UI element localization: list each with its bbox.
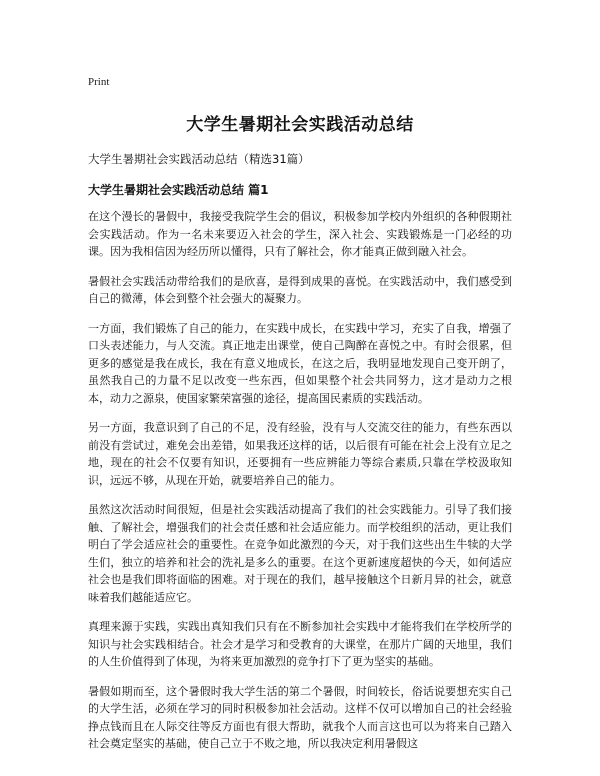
paragraph: 另一方面，我意识到了自己的不足，没有经验，没有与人交流交往的能力，有些东西以前没有尝试过，难免会出差错，如果我还这样的话，以后很有可能在社会上没有立足之地，现在的社会不仅要有知识，还要拥有一些应辨能力等综合素质,只靠在学校汲取知识，远远不够，从现在开始，就要培养自己的能力。 [88, 421, 512, 487]
paragraph: 在这个漫长的暑假中，我接受我院学生会的倡议，积极参加学校内外组织的各种假期社会实践活动。作为一名未来要迈入社会的学生，深入社会、实践锻炼是一门必经的功课。因为我相信因为经历所以懂得，只有了解社会，你才能真正做到融入社会。 [88, 210, 512, 258]
paragraph: 暑假如期而至，这个暑假时我大学生活的第二个暑假，时间较长，俗话说要想充实自己的大学生活，必须在学习的同时积极参加社会活动。这样不仅可以增加自己的社会经验挣点钱而且在人际交往等反方面也有很大帮助，就我个人而言这也可以为将来自己踏入社会奠定坚实的基础，使自己立于不败之地，所以我决定利用暑假这 [88, 684, 512, 750]
paragraph: 一方面，我们锻炼了自己的能力，在实践中成长，在实践中学习，充实了自我，增强了口头表述能力，与人交流。真正地走出课堂，使自己陶醉在喜悦之中。有时会很累，但更多的感觉是我在成长，我在有意义地成长，在这之后，我明显地发现自己变开朗了，虽然我自己的力量不足以改变一些东西，但如果整个社会共同努力，这才是动力之根本，动力之源泉，使国家繁荣富强的途径，提高国民素质的实践活动。 [88, 321, 512, 405]
print-link[interactable]: Print [88, 76, 110, 88]
paragraph: 真理来源于实践，实践出真知我们只有在不断参加社会实践中才能将我们在学校所学的知识与社会实践相结合。社会才是学习和受教育的大课堂，在那片广阔的天地里，我们的人生价值得到了体现，为将来更加激烈的竞争打下了更为坚实的基础。 [88, 620, 512, 668]
paragraph: 暑假社会实践活动带给我们的是欣喜，是得到成果的喜悦。在实践活动中，我们感受到自己的微薄，体会到整个社会强大的凝聚力。 [88, 274, 512, 305]
paragraph: 虽然这次活动时间很短，但是社会实践活动提高了我们的社会实践能力。引导了我们接触、了解社会，增强我们的社会责任感和社会适应能力。而学校组织的活动，更让我们明白了学会适应社会的重要性。在竞争如此激烈的今天，对于我们这些出生牛犊的大学生们，独立的培养和社会的洗礼是多么的重要。在这个更新速度超快的今天，如何适应社会也是我们即将面临的困难。对于现在的我们，越早接触这个日新月异的社会，就意味着我们越能适应它。 [88, 503, 512, 604]
section-heading: 大学生暑期社会实践活动总结 篇1 [88, 183, 269, 197]
page-title: 大学生暑期社会实践活动总结 [186, 115, 414, 135]
document-subtitle: 大学生暑期社会实践活动总结（精选31篇） [88, 152, 310, 166]
